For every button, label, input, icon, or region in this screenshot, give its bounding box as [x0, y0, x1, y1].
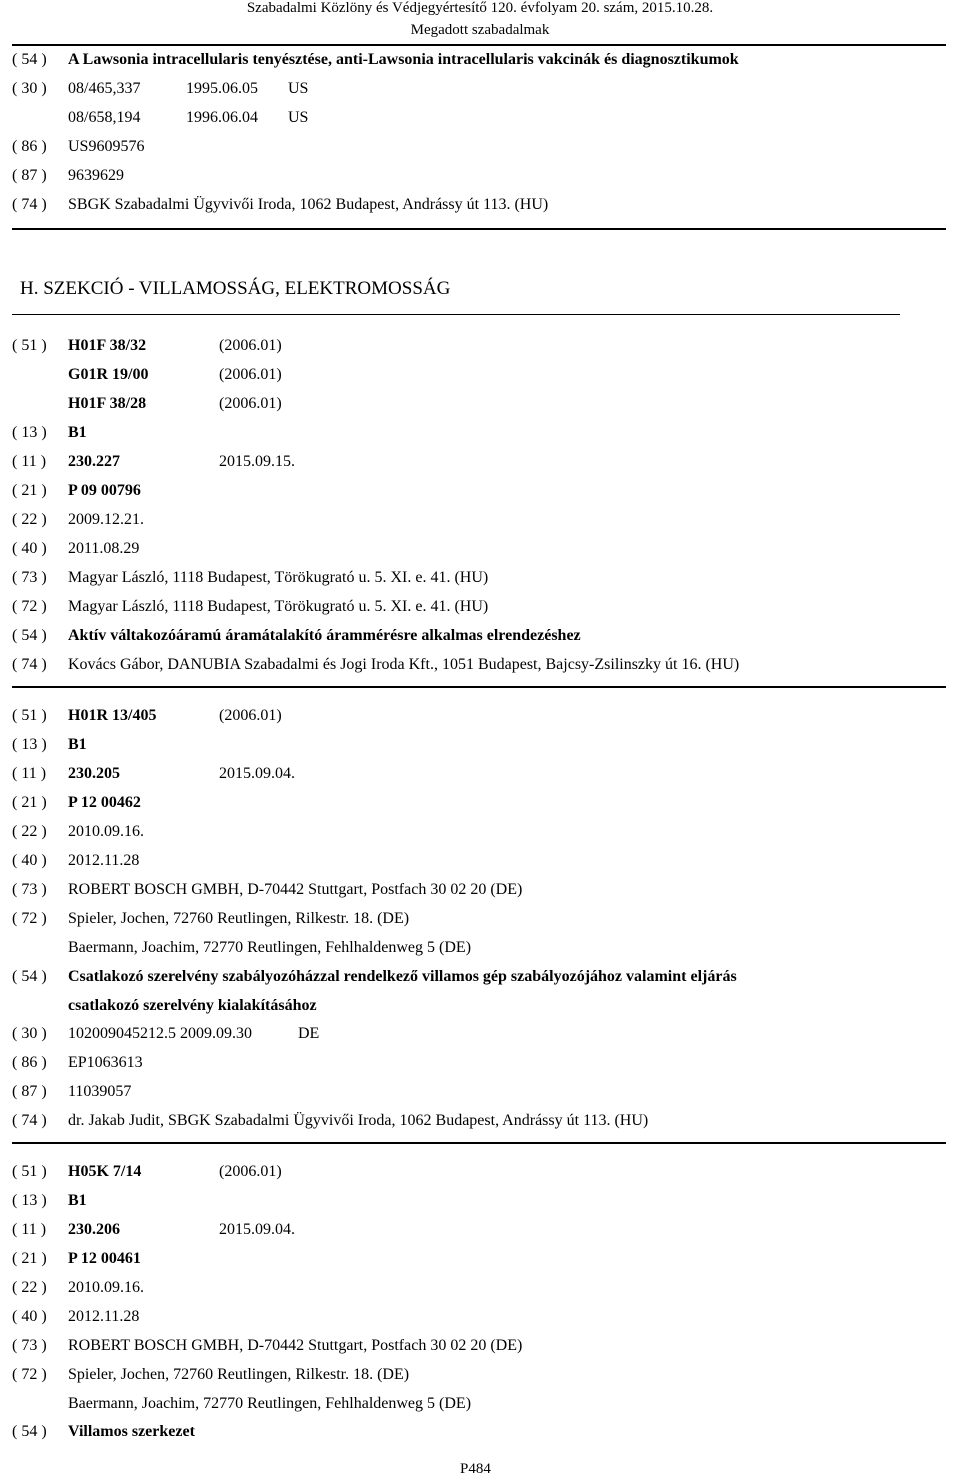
pct-application: EP1063613: [68, 1054, 143, 1071]
inid-code: ( 54 ): [12, 1423, 47, 1440]
filing-date: 2010.09.16.: [68, 1279, 144, 1296]
inid-code: ( 86 ): [12, 1054, 47, 1071]
filing-date: 2009.12.21.: [68, 511, 144, 528]
inventor: Magyar László, 1118 Budapest, Törökugrató u. 5. XI. e. 41. (HU): [68, 598, 489, 615]
header-divider: [12, 44, 946, 46]
inid-code: ( 86 ): [12, 138, 47, 155]
inid-code: ( 22 ): [12, 1279, 47, 1296]
ipc-class: H01F 38/32: [68, 337, 147, 354]
inventor: Baermann, Joachim, 72770 Reutlingen, Fehlhaldenweg 5 (DE): [68, 1395, 472, 1412]
inventor: Spieler, Jochen, 72760 Reutlingen, Rilkestr. 18. (DE): [68, 1366, 410, 1383]
inid-code: ( 73 ): [12, 569, 47, 586]
patent-title: Aktív váltakozóáramú áramátalakító árammérésre alkalmas elrendezéshez: [68, 627, 581, 644]
inid-code: ( 40 ): [12, 852, 47, 869]
ipc-class: H05K 7/14: [68, 1163, 142, 1180]
priority: 102009045212.5 2009.09.30: [68, 1025, 252, 1042]
inventor: Baermann, Joachim, 72770 Reutlingen, Fehlhaldenweg 5 (DE): [68, 939, 472, 956]
patent-title-continued: csatlakozó szerelvény kialakításához: [68, 997, 317, 1014]
inventor: Spieler, Jochen, 72760 Reutlingen, Rilkestr. 18. (DE): [68, 910, 410, 927]
priority-country: US: [288, 80, 309, 97]
priority-number: 08/465,337: [68, 80, 141, 97]
ipc-class: H01R 13/405: [68, 707, 157, 724]
inid-code: ( 72 ): [12, 1366, 47, 1383]
patent-title: Csatlakozó szerelvény szabályozóházzal rendelkező villamos gép szabályozójához valamint eljárás: [68, 968, 737, 985]
kind-code: B1: [68, 736, 87, 753]
section-divider: [12, 314, 900, 315]
inid-code: ( 87 ): [12, 167, 47, 184]
filing-date: 2010.09.16.: [68, 823, 144, 840]
entry-divider: [12, 1142, 946, 1144]
date-40: 2012.11.28: [68, 1308, 140, 1325]
inid-code: ( 30 ): [12, 80, 47, 97]
inid-code: ( 40 ): [12, 540, 47, 557]
inid-code: ( 54 ): [12, 627, 47, 644]
application-number: P 12 00461: [68, 1250, 141, 1267]
application-number: P 09 00796: [68, 482, 141, 499]
inid-code: ( 11 ): [12, 765, 47, 782]
inid-code: ( 22 ): [12, 823, 47, 840]
inid-code: ( 40 ): [12, 1308, 47, 1325]
publication-date: 2015.09.04.: [219, 765, 295, 782]
entry-divider: [12, 228, 946, 230]
patent-title: Villamos szerkezet: [68, 1423, 195, 1440]
kind-code: B1: [68, 1192, 87, 1209]
patent-number: 230.227: [68, 453, 120, 470]
inid-code: ( 54 ): [12, 968, 47, 985]
inid-code: ( 72 ): [12, 910, 47, 927]
inid-code: ( 21 ): [12, 1250, 47, 1267]
inid-code: ( 73 ): [12, 881, 47, 898]
application-number: P 12 00462: [68, 794, 141, 811]
inid-code: ( 73 ): [12, 1337, 47, 1354]
inid-code: ( 74 ): [12, 656, 47, 673]
priority-date: 1996.06.04: [186, 109, 258, 126]
pct-publication: 9639629: [68, 167, 124, 184]
owner: ROBERT BOSCH GMBH, D-70442 Stuttgart, Postfach 30 02 20 (DE): [68, 881, 523, 898]
priority-country: DE: [298, 1025, 320, 1042]
inid-code: ( 21 ): [12, 794, 47, 811]
publication-date: 2015.09.15.: [219, 453, 295, 470]
inid-code: ( 11 ): [12, 1221, 47, 1238]
inid-code: ( 13 ): [12, 1192, 47, 1209]
entry-divider: [12, 686, 946, 688]
inid-code: ( 13 ): [12, 424, 47, 441]
section-title: H. SZEKCIÓ - VILLAMOSSÁG, ELEKTROMOSSÁG: [20, 278, 451, 299]
ipc-version: (2006.01): [219, 337, 282, 354]
kind-code: B1: [68, 424, 87, 441]
priority-country: US: [288, 109, 309, 126]
ipc-class: H01F 38/28: [68, 395, 147, 412]
inid-code: ( 21 ): [12, 482, 47, 499]
inid-code: ( 22 ): [12, 511, 47, 528]
ipc-version: (2006.01): [219, 395, 282, 412]
section-header: Megadott szabadalmak: [410, 22, 550, 38]
journal-header: Szabadalmi Közlöny és Védjegyértesítő 120. évfolyam 20. szám, 2015.10.28.: [246, 0, 714, 16]
priority-number: 08/658,194: [68, 109, 141, 126]
patent-number: 230.206: [68, 1221, 120, 1238]
inid-code: ( 74 ): [12, 196, 47, 213]
agent: Kovács Gábor, DANUBIA Szabadalmi és Jogi Iroda Kft., 1051 Budapest, Bajcsy-Zsilinszky út 16. (HU): [68, 656, 740, 673]
patent-number: 230.205: [68, 765, 120, 782]
date-40: 2011.08.29: [68, 540, 140, 557]
inid-code: ( 72 ): [12, 598, 47, 615]
inid-code: ( 51 ): [12, 707, 47, 724]
publication-date: 2015.09.04.: [219, 1221, 295, 1238]
owner: ROBERT BOSCH GMBH, D-70442 Stuttgart, Postfach 30 02 20 (DE): [68, 1337, 523, 1354]
pct-publication: 11039057: [68, 1083, 132, 1100]
pct-application: US9609576: [68, 138, 145, 155]
inid-code: ( 51 ): [12, 337, 47, 354]
inid-code: ( 30 ): [12, 1025, 47, 1042]
agent: dr. Jakab Judit, SBGK Szabadalmi Ügyvivői Iroda, 1062 Budapest, Andrássy út 113. (HU): [68, 1112, 649, 1129]
ipc-version: (2006.01): [219, 707, 282, 724]
ipc-class: G01R 19/00: [68, 366, 149, 383]
inid-code: ( 51 ): [12, 1163, 47, 1180]
inid-code: ( 13 ): [12, 736, 47, 753]
inid-code: ( 74 ): [12, 1112, 47, 1129]
inid-code: ( 87 ): [12, 1083, 47, 1100]
patent-title: A Lawsonia intracellularis tenyésztése, anti-Lawsonia intracellularis vakcinák és diagnosztikumok: [68, 51, 739, 68]
owner: Magyar László, 1118 Budapest, Törökugrató u. 5. XI. e. 41. (HU): [68, 569, 489, 586]
page-number: P484: [460, 1461, 491, 1477]
ipc-version: (2006.01): [219, 1163, 282, 1180]
inid-code: ( 54 ): [12, 51, 47, 68]
agent: SBGK Szabadalmi Ügyvivői Iroda, 1062 Budapest, Andrássy út 113. (HU): [68, 196, 549, 213]
inid-code: ( 11 ): [12, 453, 47, 470]
ipc-version: (2006.01): [219, 366, 282, 383]
date-40: 2012.11.28: [68, 852, 140, 869]
priority-date: 1995.06.05: [186, 80, 258, 97]
